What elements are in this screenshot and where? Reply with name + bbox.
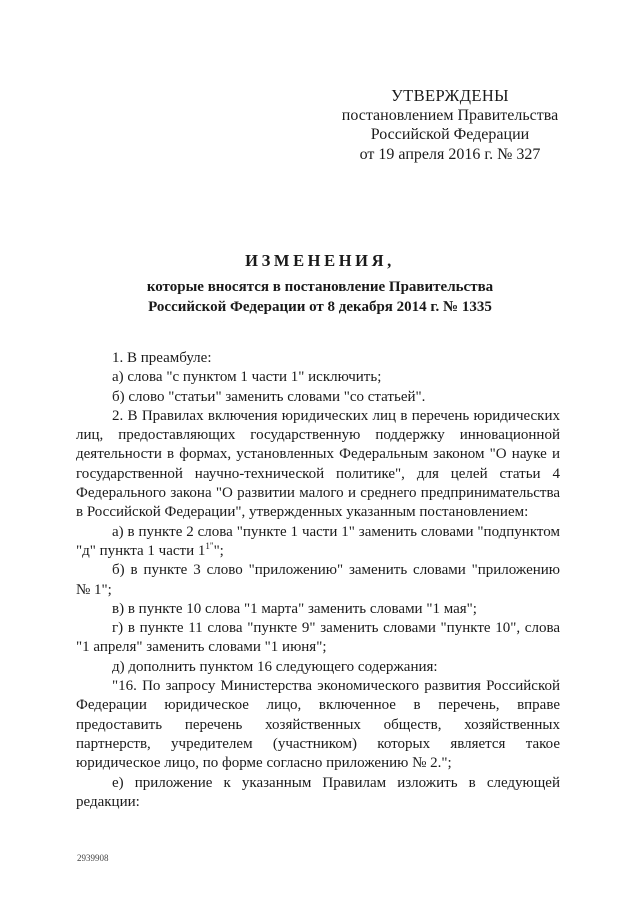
paragraph-2c: в) в пункте 10 слова "1 марта" заменить словами "1 мая"; — [112, 600, 477, 617]
paragraph-2: 2. В Правилах включения юридических лиц в перечень юридических лиц, предоставляющих государственную поддержку инновационной деятельности в формах, установленных Федеральным законом "О науке и государственной научно-технической политике", для целей статьи 4 Федерального закона "О развитии малого и среднего предпринимательства в Российской Федерации", утвержденных указанным постановлением: — [76, 407, 560, 521]
approved-line-1: постановлением Правительства — [341, 106, 559, 124]
paragraph-2a-tail: "; — [213, 542, 224, 559]
paragraph-2f: е) приложение к указанным Правилам изложить в следующей редакции: — [76, 774, 560, 810]
paragraph-2e: д) дополнить пунктом 16 следующего содержания: — [112, 658, 438, 675]
paragraph-2e-quote: "16. По запросу Министерства экономического развития Российской Федерации юридическое лицо, включенное в перечень, вправе предоставить перечень хозяйственных обществ, хозяйственных партнерств, учредителем (участником) которых является такое юридическое лицо, по форме согласно приложению № 2."; — [76, 678, 560, 772]
subtitle-line-2: Российской Федерации от 8 декабря 2014 г. № 1335 — [148, 299, 492, 315]
footnote-superscript: 1" — [205, 540, 214, 551]
document-title-block — [60, 251, 580, 317]
approved-line-2: Российской Федерации — [370, 126, 530, 143]
paragraph-2a — [76, 523, 560, 562]
paragraph-1b: б) слово "статьи" заменить словами "со статьей". — [112, 388, 426, 405]
approved-line-3: от 19 апреля 2016 г. № 327 — [359, 145, 541, 163]
paragraph-1a: а) слова "с пунктом 1 части 1" исключить; — [112, 369, 382, 386]
approval-stamp — [330, 86, 570, 164]
paragraph-1: 1. В преамбуле: — [112, 350, 212, 366]
paragraph-2b: б) в пункте 3 слово "приложению" заменить словами "приложению № 1"; — [76, 562, 560, 598]
document-body — [76, 349, 560, 812]
approved-heading: УТВЕРЖДЕНЫ — [391, 86, 509, 105]
document-code: 2939908 — [77, 853, 109, 863]
document-subtitle — [60, 277, 580, 317]
paragraph-2a-text: а) в пункте 2 слова "пункте 1 части 1" заменить словами "подпунктом "д" пункта 1 части 1 — [76, 523, 560, 559]
document-title: ИЗМЕНЕНИЯ, — [245, 251, 395, 270]
paragraph-2d: г) в пункте 11 слова "пункте 9" заменить словами "пункте 10", слова "1 апреля" заменить словами "1 июня"; — [76, 620, 560, 656]
subtitle-line-1: которые вносятся в постановление Правительства — [146, 279, 494, 295]
